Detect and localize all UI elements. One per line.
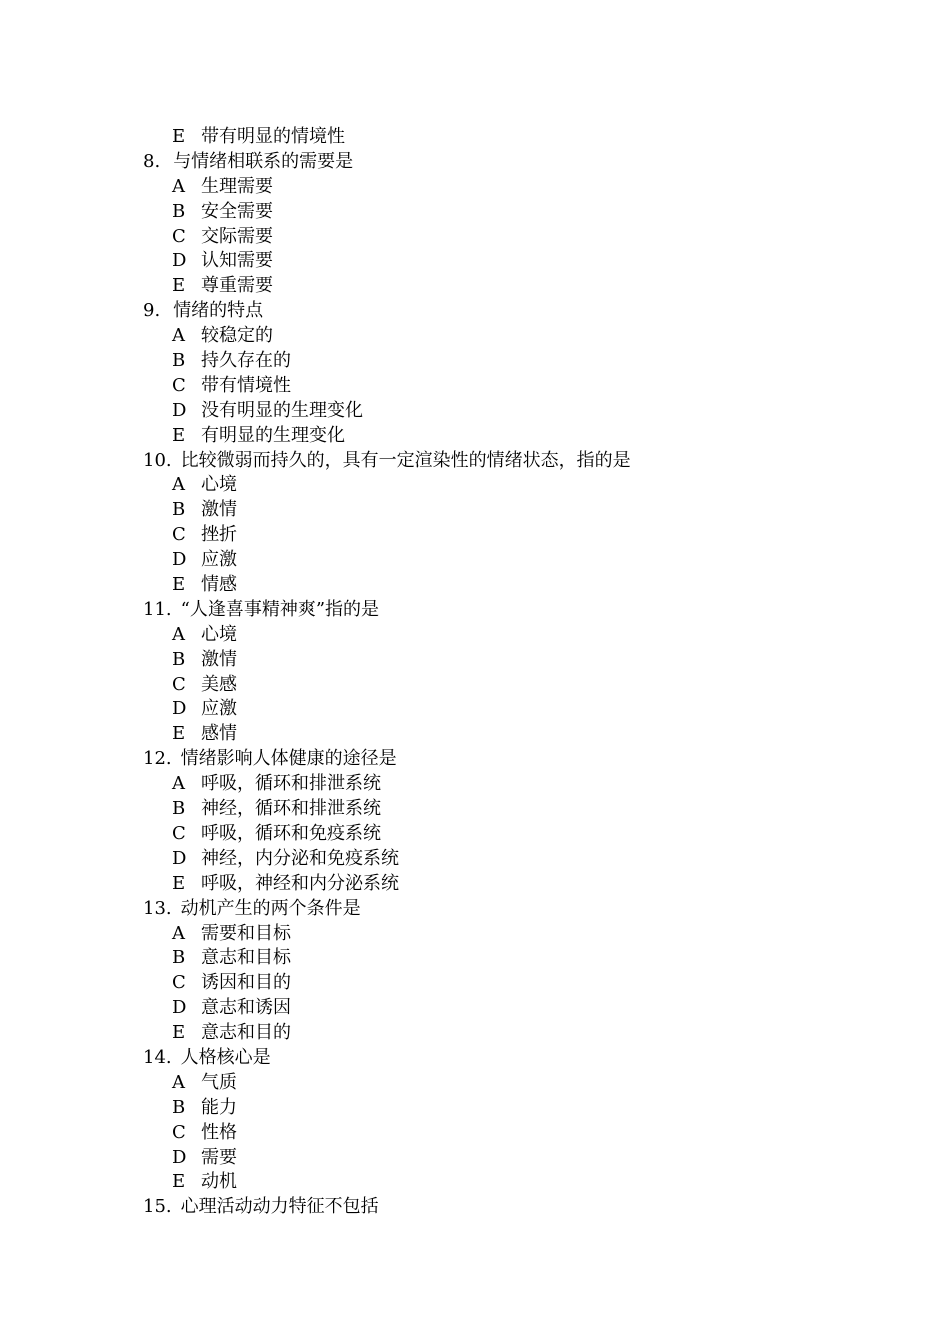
answer-option xyxy=(143,872,903,897)
question-stem xyxy=(143,747,903,772)
answer-option xyxy=(143,573,903,598)
question-text: 心理活动动力特征不包括 xyxy=(180,1196,379,1218)
option-text: 性格 xyxy=(201,1121,237,1143)
option-letter: C xyxy=(172,374,186,396)
question-stem xyxy=(143,449,903,474)
answer-option xyxy=(143,374,903,399)
question-number: 12. xyxy=(143,748,172,770)
option-text: 应激 xyxy=(201,549,237,571)
option-letter: B xyxy=(172,200,186,222)
option-letter: C xyxy=(172,1121,186,1143)
option-text: 气质 xyxy=(201,1071,237,1093)
question-stem xyxy=(143,598,903,623)
option-text: 情感 xyxy=(201,574,237,596)
option-text: 意志和诱因 xyxy=(201,997,291,1019)
option-letter: B xyxy=(172,499,186,521)
option-text: 需要和目标 xyxy=(201,922,291,944)
option-text: 诱因和目的 xyxy=(201,972,291,994)
answer-option xyxy=(143,1121,903,1146)
option-letter: B xyxy=(172,798,186,820)
answer-option xyxy=(143,523,903,548)
option-letter: A xyxy=(172,1071,185,1093)
option-text: 激情 xyxy=(201,499,237,521)
option-text: 能力 xyxy=(201,1096,237,1118)
option-text: 应激 xyxy=(201,698,237,720)
option-text: 带有明显的情境性 xyxy=(201,126,345,147)
option-letter: B xyxy=(172,947,186,969)
option-text: 生理需要 xyxy=(201,175,273,197)
answer-option xyxy=(143,847,903,872)
question-stem xyxy=(143,897,903,922)
option-text: 呼吸，循环和免疫系统 xyxy=(201,822,381,844)
option-letter: B xyxy=(172,648,186,670)
option-text: 激情 xyxy=(201,648,237,670)
option-text: 安全需要 xyxy=(201,200,273,222)
option-text: 有明显的生理变化 xyxy=(201,424,345,446)
answer-option xyxy=(143,424,903,449)
answer-option xyxy=(143,971,903,996)
answer-option xyxy=(143,249,903,274)
question-number: 9. xyxy=(143,300,161,322)
question-text: 情绪影响人体健康的途径是 xyxy=(180,748,397,770)
answer-option xyxy=(143,797,903,822)
answer-option xyxy=(143,697,903,722)
option-letter: E xyxy=(172,1022,186,1044)
answer-option xyxy=(143,1021,903,1046)
answer-option xyxy=(143,1071,903,1096)
answer-option xyxy=(143,822,903,847)
question-text: 情绪的特点 xyxy=(173,300,264,322)
answer-option xyxy=(143,1170,903,1195)
lead-option xyxy=(143,125,903,150)
option-letter: D xyxy=(172,250,187,272)
option-letter: D xyxy=(172,847,187,869)
option-letter: A xyxy=(172,773,185,795)
option-text: 美感 xyxy=(201,673,237,695)
question-stem xyxy=(143,150,903,175)
option-text: 心境 xyxy=(201,474,237,496)
option-text: 较稳定的 xyxy=(201,325,273,347)
question-stem xyxy=(143,1195,903,1220)
option-letter: E xyxy=(172,574,186,596)
answer-option xyxy=(143,722,903,747)
question-stem xyxy=(143,1046,903,1071)
option-text: 意志和目标 xyxy=(201,947,291,969)
option-letter: E xyxy=(172,126,186,147)
question-number: 14. xyxy=(143,1046,172,1068)
answer-option xyxy=(143,996,903,1021)
answer-option xyxy=(143,548,903,573)
answer-option xyxy=(143,498,903,523)
option-text: 意志和目的 xyxy=(201,1022,291,1044)
option-letter: E xyxy=(172,1171,186,1193)
answer-option xyxy=(143,349,903,374)
question-number: 15. xyxy=(143,1196,172,1218)
option-text: 持久存在的 xyxy=(201,350,291,372)
option-letter: C xyxy=(172,225,186,247)
question-text: 与情绪相联系的需要是 xyxy=(173,150,354,172)
answer-option xyxy=(143,1146,903,1171)
answer-option xyxy=(143,473,903,498)
option-text: 带有情境性 xyxy=(201,374,291,396)
option-text: 认知需要 xyxy=(201,250,273,272)
option-text: 需要 xyxy=(201,1146,237,1168)
answer-option xyxy=(143,623,903,648)
option-letter: C xyxy=(172,972,186,994)
option-letter: B xyxy=(172,350,186,372)
option-text: 动机 xyxy=(201,1171,237,1193)
answer-option xyxy=(143,274,903,299)
question-number: 13. xyxy=(143,897,172,919)
option-text: 神经，内分泌和免疫系统 xyxy=(201,847,399,869)
option-letter: D xyxy=(172,997,187,1019)
answer-option xyxy=(143,175,903,200)
option-letter: E xyxy=(172,424,186,446)
question-text: 人格核心是 xyxy=(180,1046,271,1068)
question-list xyxy=(143,150,903,1220)
option-text: 交际需要 xyxy=(201,225,273,247)
option-letter: B xyxy=(172,1096,186,1118)
option-letter: A xyxy=(172,922,185,944)
answer-option xyxy=(143,673,903,698)
question-text: “人逢喜事精神爽”指的是 xyxy=(180,598,380,620)
answer-option xyxy=(143,922,903,947)
answer-option xyxy=(143,772,903,797)
option-text: 感情 xyxy=(201,723,237,745)
option-letter: D xyxy=(172,549,187,571)
option-letter: A xyxy=(172,175,185,197)
document-body xyxy=(143,125,903,1220)
answer-option xyxy=(143,225,903,250)
option-letter: A xyxy=(172,325,185,347)
answer-option xyxy=(143,399,903,424)
option-letter: E xyxy=(172,723,186,745)
option-letter: A xyxy=(172,474,185,496)
option-text: 呼吸，循环和排泄系统 xyxy=(201,773,381,795)
answer-option xyxy=(143,648,903,673)
option-letter: C xyxy=(172,524,186,546)
option-letter: C xyxy=(172,822,186,844)
option-letter: D xyxy=(172,698,187,720)
answer-option xyxy=(143,324,903,349)
question-number: 10. xyxy=(143,449,172,471)
question-number: 11. xyxy=(143,598,172,620)
answer-option xyxy=(143,946,903,971)
option-text: 尊重需要 xyxy=(201,275,273,297)
option-letter: A xyxy=(172,623,185,645)
question-text: 比较微弱而持久的，具有一定渲染性的情绪状态，指的是 xyxy=(180,449,631,471)
option-text: 没有明显的生理变化 xyxy=(201,399,363,421)
option-text: 挫折 xyxy=(201,524,237,546)
option-letter: E xyxy=(172,275,186,297)
option-text: 心境 xyxy=(201,623,237,645)
option-letter: E xyxy=(172,872,186,894)
option-letter: D xyxy=(172,1146,187,1168)
option-letter: D xyxy=(172,399,187,421)
question-text: 动机产生的两个条件是 xyxy=(180,897,361,919)
option-text: 神经，循环和排泄系统 xyxy=(201,798,381,820)
answer-option xyxy=(143,1096,903,1121)
question-number: 8. xyxy=(143,150,161,172)
question-stem xyxy=(143,299,903,324)
option-text: 呼吸，神经和内分泌系统 xyxy=(201,872,399,894)
answer-option xyxy=(143,200,903,225)
option-letter: C xyxy=(172,673,186,695)
